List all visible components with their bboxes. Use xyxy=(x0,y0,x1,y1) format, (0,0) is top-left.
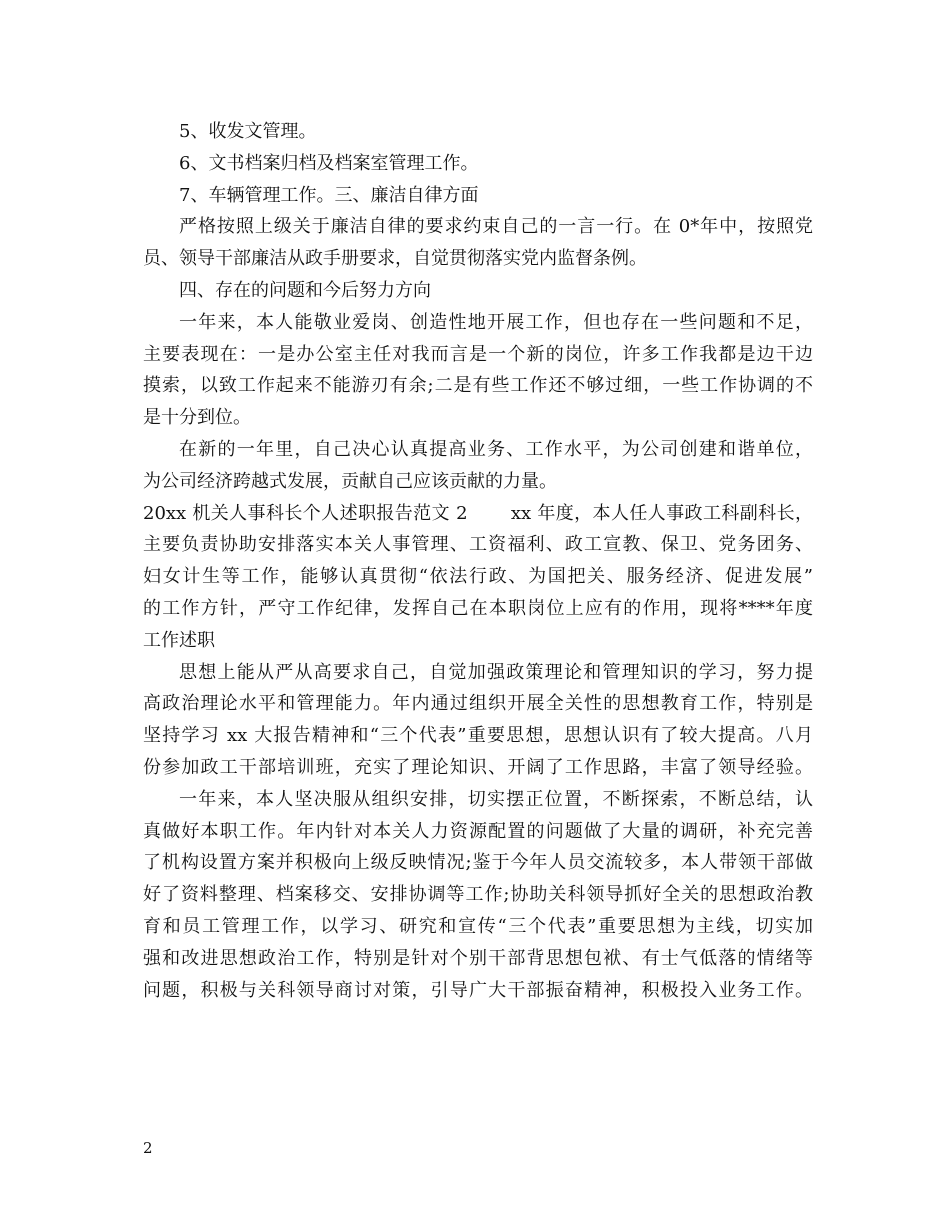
text-line: 好了资料整理、档案移交、安排协调等工作;协助关科领导抓好全关的思想政治教 xyxy=(143,884,813,906)
text-line: 份参加政工干部培训班，充实了理论知识、开阔了工作思路，丰富了领导经验。 xyxy=(143,756,813,778)
text-line: 20xx 机关人事科长个人述职报告范文 2 xx 年度，本人任人事政工科副科长， xyxy=(143,502,813,524)
text-line: 为公司经济跨越式发展，贡献自己应该贡献的力量。 xyxy=(143,470,557,492)
document-body xyxy=(143,116,813,1006)
text-line: 一年来，本人能敬业爱岗、创造性地开展工作，但也存在一些问题和不足， xyxy=(179,311,813,333)
text-line: 真做好本职工作。年内针对本关人力资源配置的问题做了大量的调研，补充完善 xyxy=(143,820,813,842)
text-line: 四、存在的问题和今后努力方向 xyxy=(179,279,431,301)
text-line: 问题，积极与关科领导商讨对策，引导广大干部振奋精神，积极投入业务工作。 xyxy=(143,979,813,1001)
text-line: 在新的一年里，自己决心认真提高业务、工作水平，为公司创建和谐单位， xyxy=(179,438,813,460)
text-line: 主要表现在：一是办公室主任对我而言是一个新的岗位，许多工作我都是边干边 xyxy=(143,343,813,365)
text-line: 严格按照上级关于廉洁自律的要求约束自己的一言一行。在 0*年中，按照党 xyxy=(179,216,813,238)
text-line: 员、领导干部廉洁从政手册要求，自觉贯彻落实党内监督条例。 xyxy=(143,248,647,270)
text-line: 妇女计生等工作，能够认真贯彻“依法行政、为国把关、服务经济、促进发展” xyxy=(143,566,813,588)
text-line: 了机构设置方案并积极向上级反映情况;鉴于今年人员交流较多，本人带领干部做 xyxy=(143,852,813,874)
text-line: 的工作方针，严守工作纪律，发挥自己在本职岗位上应有的作用，现将****年度 xyxy=(143,597,813,619)
text-line: 一年来，本人坚决服从组织安排，切实摆正位置，不断探索，不断总结，认 xyxy=(179,788,813,810)
text-line: 高政治理论水平和管理能力。年内通过组织开展全关性的思想教育工作，特别是 xyxy=(143,693,813,715)
text-line: 6、文书档案归档及档案室管理工作。 xyxy=(179,152,479,174)
text-line: 摸索，以致工作起来不能游刃有余;二是有些工作还不够过细，一些工作协调的不 xyxy=(143,375,813,397)
text-line: 坚持学习 xx 大报告精神和“三个代表”重要思想，思想认识有了较大提高。八月 xyxy=(143,725,813,747)
text-line: 强和改进思想政治工作，特别是针对个别干部背思想包袱、有士气低落的情绪等 xyxy=(143,947,813,969)
text-line: 7、车辆管理工作。三、廉洁自律方面 xyxy=(179,184,479,206)
text-line: 主要负责协助安排落实本关人事管理、工资福利、政工宣教、保卫、党务团务、 xyxy=(143,534,813,556)
text-line: 是十分到位。 xyxy=(143,407,251,429)
text-line: 5、收发文管理。 xyxy=(179,121,317,142)
page-number: 2 xyxy=(143,1139,153,1157)
text-line: 思想上能从严从高要求自己，自觉加强政策理论和管理知识的学习，努力提 xyxy=(179,661,813,683)
text-line: 工作述职 xyxy=(143,629,215,651)
text-line: 育和员工管理工作，以学习、研究和宣传“三个代表”重要思想为主线，切实加 xyxy=(143,915,813,937)
